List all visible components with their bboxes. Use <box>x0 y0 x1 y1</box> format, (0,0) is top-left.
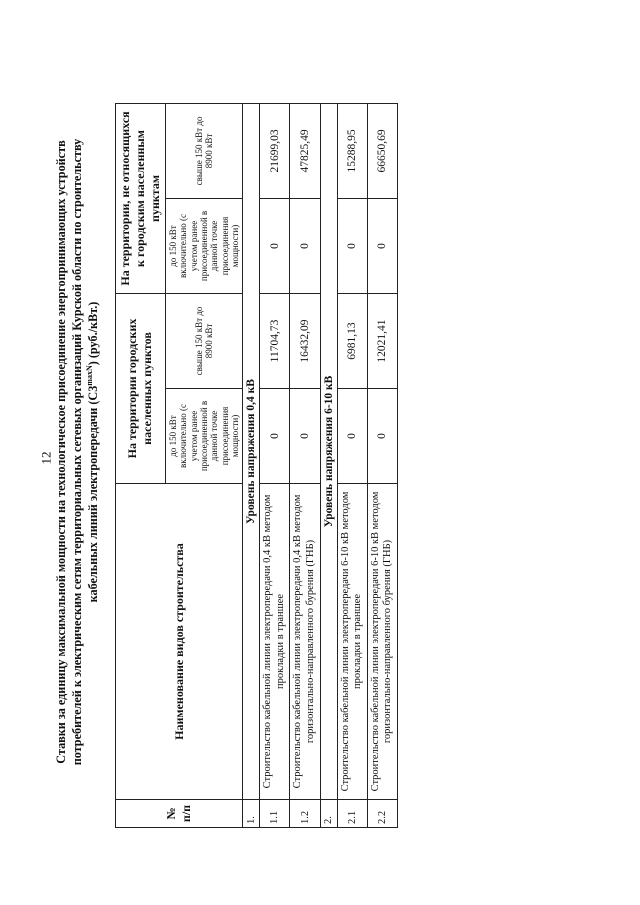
header-name: Наименование видов строительства <box>115 484 242 800</box>
rates-table <box>115 103 398 828</box>
cell-rural-above150: 66650,69 <box>367 103 397 198</box>
cell-rural-above150: 15288,95 <box>337 103 367 198</box>
cell-rural-upto150: 0 <box>260 198 290 293</box>
title-line-3-end: ) (руб./кВт.) <box>86 301 101 366</box>
header-urban-upto150: до 150 кВт включительно (с учетом ранее присоединенной в данной точке присоединения мощности) <box>165 389 242 484</box>
header-rural-upto150: до 150 кВт включительно (с учетом ранее присоединенной в данной точке присоединения мощности) <box>165 198 242 293</box>
header-row-1 <box>115 103 165 827</box>
row-name: Строительство кабельной линии электропередачи 6-10 кВ методом горизонтально-направленного бурения (ГНБ) <box>367 484 397 800</box>
title-superscript: maxN <box>85 365 95 386</box>
page-number: 12 <box>38 451 54 465</box>
row-name: Строительство кабельной линии электропередачи 0,4 кВ методом горизонтально-направленного бурения (ГНБ) <box>290 484 320 800</box>
header-urban-above150: свыше 150 кВт до 8900 кВт <box>165 293 242 388</box>
row-index: 2.1 <box>337 800 367 828</box>
cell-rural-above150: 21699,03 <box>260 103 290 198</box>
table-row-level <box>320 103 337 827</box>
table-row-level <box>243 103 260 827</box>
cell-rural-above150: 47825,49 <box>290 103 320 198</box>
table-row <box>337 103 367 827</box>
table-row <box>260 103 290 827</box>
rotated-content <box>40 52 600 852</box>
cell-urban-upto150: 0 <box>290 389 320 484</box>
title-line-3-start: кабельных линий электропередачи (С3 <box>86 385 101 603</box>
header-rural-above150: свыше 150 кВт до 8900 кВт <box>165 103 242 198</box>
cell-rural-upto150: 0 <box>367 198 397 293</box>
header-urban: На территории городских населенных пунктов <box>115 293 165 483</box>
cell-urban-upto150: 0 <box>337 389 367 484</box>
cell-rural-upto150: 0 <box>337 198 367 293</box>
row-index: 1.1 <box>260 800 290 828</box>
header-rural: На территории, не относящихся к городским населенным пунктам <box>115 103 165 293</box>
cell-urban-above150: 6981,13 <box>337 293 367 388</box>
title-line-2: потребителей к электрическим сетям территориальных сетевых организаций Курской области по строительству <box>69 138 84 766</box>
table-row <box>367 103 397 827</box>
cell-urban-above150: 11704,73 <box>260 293 290 388</box>
level-label: Уровень напряжения 0,4 кВ <box>243 103 260 799</box>
cell-urban-upto150: 0 <box>260 389 290 484</box>
row-name: Строительство кабельной линии электропередачи 6-10 кВ методом прокладки в траншее <box>337 484 367 800</box>
cell-urban-above150: 12021,41 <box>367 293 397 388</box>
document-title <box>54 72 102 832</box>
title-line-3 <box>85 72 102 832</box>
cell-rural-upto150: 0 <box>290 198 320 293</box>
title-line-1: Ставки за единицу максимальной мощности на технологическое присоединение энергопринимающих устройств <box>54 140 68 764</box>
cell-urban-upto150: 0 <box>367 389 397 484</box>
header-index: № п/п <box>115 800 242 828</box>
table-row <box>290 103 320 827</box>
row-index: 2.2 <box>367 800 397 828</box>
row-name: Строительство кабельной линии электропередачи 0,4 кВ методом прокладки в траншее <box>260 484 290 800</box>
row-index: 1.2 <box>290 800 320 828</box>
row-index: 1. <box>243 800 260 828</box>
level-label: Уровень напряжения 6-10 кВ <box>320 103 337 799</box>
row-index: 2. <box>320 800 337 828</box>
cell-urban-above150: 16432,09 <box>290 293 320 388</box>
